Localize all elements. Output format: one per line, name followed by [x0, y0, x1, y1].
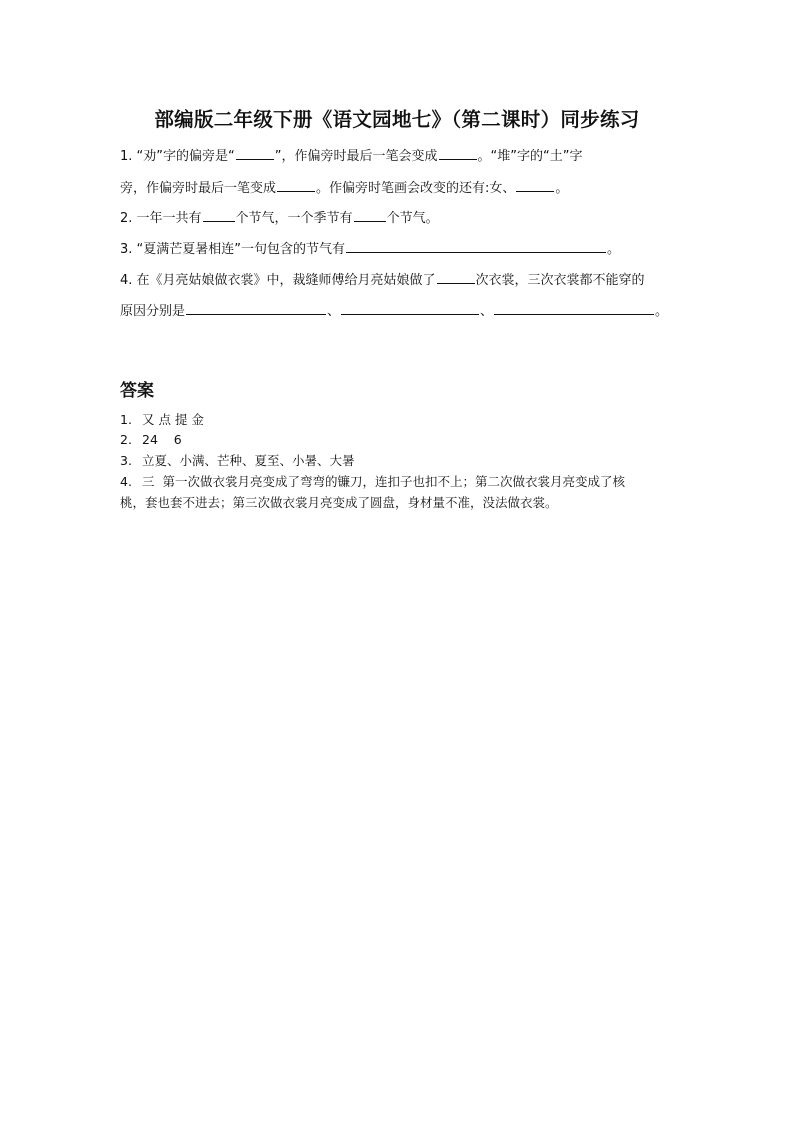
question-2: [120, 208, 439, 228]
question-4-line-2: [120, 301, 668, 321]
answer-number: 3.: [120, 453, 132, 468]
question-1-line-2: [120, 178, 568, 198]
question-3: [120, 239, 620, 259]
answer-text: 24 6: [142, 432, 182, 447]
answer-4-line-2: [120, 494, 558, 512]
answer-blank[interactable]: [494, 301, 654, 315]
question-text: 。: [655, 304, 669, 319]
question-4-line-1: [120, 270, 645, 290]
answer-1: [120, 411, 204, 429]
answer-blank[interactable]: [203, 208, 235, 222]
answer-blank[interactable]: [277, 178, 315, 192]
answer-number: 1.: [120, 412, 132, 427]
answer-2: [120, 431, 182, 449]
question-text: 3. “夏满芒夏暑相连”一句包含的节气有: [120, 242, 346, 257]
page-title: 部编版二年级下册《语文园地七》（第二课时）同步练习: [154, 108, 640, 131]
answer-blank[interactable]: [341, 301, 479, 315]
answer-number: 2.: [120, 432, 132, 447]
question-text: 。“堆”字的“土”字: [477, 149, 583, 164]
question-1-line-1: [120, 146, 582, 166]
question-text: 原因分别是: [120, 304, 186, 319]
answer-4-line-1: [120, 473, 625, 491]
question-text: 个节气。: [386, 211, 439, 226]
question-text: 、: [480, 304, 494, 319]
answer-text: 三 第一次做衣裳月亮变成了弯弯的镰刀，连扣子也扣不上；第二次做衣裳月亮变成了核: [142, 474, 625, 489]
question-text: 。作偏旁时笔画会改变的还有:女、: [316, 181, 516, 196]
answer-text: 桃，套也套不进去；第三次做衣裳月亮变成了圆盘，身材量不准，没法做衣裳。: [120, 495, 558, 510]
question-text: 次衣裳，三次衣裳都不能穿的: [475, 273, 645, 288]
question-text: ”，作偏旁时最后一笔会变成: [274, 149, 438, 164]
question-text: 、: [327, 304, 341, 319]
answer-blank[interactable]: [186, 301, 326, 315]
answer-text: 立夏、小满、芒种、夏至、小暑、大暑: [142, 453, 355, 468]
question-text: 4. 在《月亮姑娘做衣裳》中，裁缝师傅给月亮姑娘做了: [120, 273, 436, 288]
answer-blank[interactable]: [354, 208, 386, 222]
answer-text: 又 点 提 金: [142, 412, 204, 427]
question-text: 1. “劝”字的偏旁是“: [120, 149, 235, 164]
answers-heading: 答案: [120, 381, 154, 401]
answer-blank[interactable]: [437, 270, 475, 284]
answer-blank[interactable]: [439, 146, 477, 160]
answer-blank[interactable]: [516, 178, 554, 192]
question-text: 旁，作偏旁时最后一笔变成: [120, 181, 277, 196]
question-text: 。: [607, 242, 621, 257]
answer-3: [120, 452, 355, 470]
answer-blank[interactable]: [236, 146, 274, 160]
answer-number: 4.: [120, 474, 132, 489]
question-text: 个节气，一个季节有: [235, 211, 353, 226]
question-text: 。: [555, 181, 569, 196]
question-text: 2. 一年一共有: [120, 211, 202, 226]
answer-blank[interactable]: [346, 239, 606, 253]
